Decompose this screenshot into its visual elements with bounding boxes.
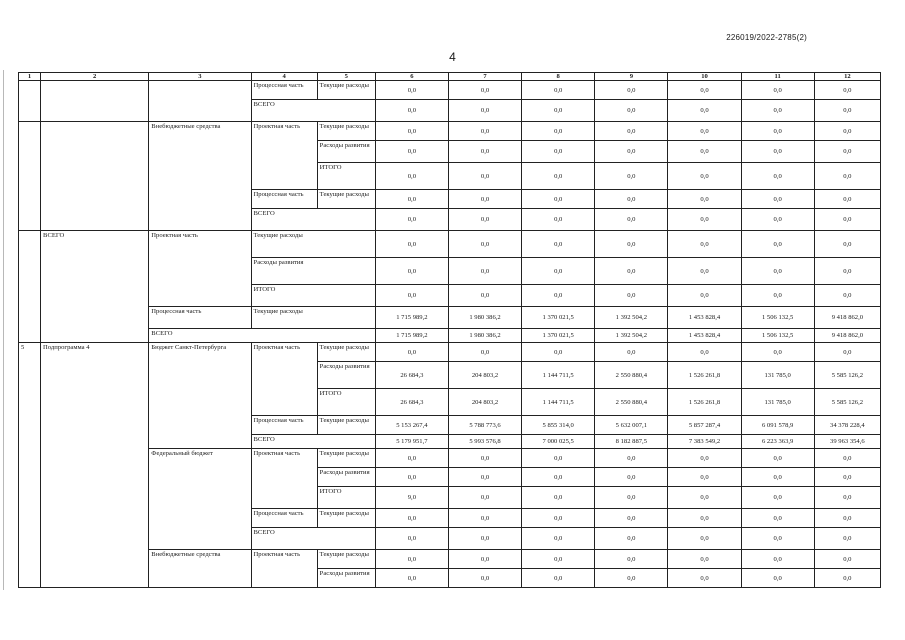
cell-value: 0,0 (814, 550, 880, 569)
cell-value: 0,0 (668, 449, 741, 468)
cell-value: 0,0 (595, 81, 668, 100)
cell-part: Процессная часть (251, 509, 317, 528)
cell-value: 1 370 021,5 (522, 329, 595, 343)
cell-value: 0,0 (595, 468, 668, 487)
cell-value: 2 550 880,4 (595, 389, 668, 416)
cell-value: 0,0 (375, 449, 448, 468)
cell-num (19, 122, 41, 231)
cell-value: 0,0 (375, 81, 448, 100)
cell-value: 0,0 (814, 285, 880, 307)
cell-type: Расходы развития (251, 258, 375, 285)
cell-value: 0,0 (595, 509, 668, 528)
cell-value: 0,0 (375, 163, 448, 190)
cell-type: ИТОГО (317, 163, 375, 190)
cell-value: 0,0 (668, 81, 741, 100)
left-margin-line (3, 70, 4, 590)
cell-value: 131 785,0 (741, 362, 814, 389)
page-number: 4 (449, 50, 456, 64)
cell-value: 6 223 363,9 (741, 435, 814, 449)
cell-part: Процессная часть (251, 81, 317, 100)
col-header: 12 (814, 73, 880, 81)
cell-value: 0,0 (522, 231, 595, 258)
cell-value: 0,0 (814, 569, 880, 588)
cell-value: 1 980 386,2 (448, 329, 521, 343)
cell-value: 0,0 (814, 487, 880, 509)
cell-value: 39 963 354,6 (814, 435, 880, 449)
cell-value: 1 392 504,2 (595, 329, 668, 343)
cell-value: 0,0 (448, 141, 521, 163)
cell-num (19, 81, 41, 122)
cell-value: 0,0 (448, 528, 521, 550)
cell-value: 0,0 (741, 81, 814, 100)
cell-value: 0,0 (448, 258, 521, 285)
cell-type: ИТОГО (317, 487, 375, 509)
cell-value: 6 091 578,9 (741, 416, 814, 435)
cell-type: Расходы развития (317, 569, 375, 588)
cell-value: 0,0 (448, 81, 521, 100)
cell-type: Текущие расходы (317, 122, 375, 141)
cell-value: 0,0 (595, 449, 668, 468)
cell-name: ВСЕГО (41, 231, 149, 343)
cell-part: Процессная часть (251, 190, 317, 209)
cell-value: 0,0 (741, 509, 814, 528)
cell-value: 0,0 (375, 550, 448, 569)
cell-value: 0,0 (522, 569, 595, 588)
cell-value: 5 585 126,2 (814, 389, 880, 416)
cell-part: Проектная часть (251, 122, 317, 190)
cell-value: 7 000 025,5 (522, 435, 595, 449)
cell-part: Проектная часть (251, 449, 317, 509)
cell-value: 7 383 549,2 (668, 435, 741, 449)
cell-type: Текущие расходы (251, 231, 375, 258)
cell-source: Внебюджетные средства (149, 550, 251, 588)
cell-value: 0,0 (595, 122, 668, 141)
cell-part: Процессная часть (149, 307, 251, 329)
cell-part: Проектная часть (149, 231, 251, 307)
cell-value: 0,0 (668, 343, 741, 362)
cell-value: 0,0 (375, 285, 448, 307)
cell-value: 0,0 (741, 258, 814, 285)
col-header: 8 (522, 73, 595, 81)
cell-value: 0,0 (741, 343, 814, 362)
cell-value: 0,0 (448, 163, 521, 190)
cell-type: Текущие расходы (317, 81, 375, 100)
cell-value: 0,0 (668, 100, 741, 122)
cell-value: 0,0 (375, 343, 448, 362)
cell-value: 0,0 (522, 190, 595, 209)
cell-type: ИТОГО (251, 285, 375, 307)
cell-value: 0,0 (668, 528, 741, 550)
cell-value: 0,0 (814, 343, 880, 362)
cell-value: 1 453 828,4 (668, 307, 741, 329)
cell-value: 0,0 (448, 190, 521, 209)
cell-value: 0,0 (448, 509, 521, 528)
cell-value: 0,0 (595, 550, 668, 569)
cell-value: 0,0 (595, 343, 668, 362)
cell-value: 5 632 007,1 (595, 416, 668, 435)
cell-name (41, 122, 149, 231)
cell-value: 0,0 (668, 209, 741, 231)
cell-value: 0,0 (375, 569, 448, 588)
cell-part: ВСЕГО (251, 100, 375, 122)
cell-value: 0,0 (668, 258, 741, 285)
cell-value: 0,0 (375, 509, 448, 528)
col-header: 11 (741, 73, 814, 81)
cell-value: 0,0 (668, 163, 741, 190)
cell-value: 5 857 287,4 (668, 416, 741, 435)
cell-value: 5 993 576,8 (448, 435, 521, 449)
cell-value: 0,0 (375, 100, 448, 122)
cell-type: Текущие расходы (317, 509, 375, 528)
cell-value: 0,0 (522, 509, 595, 528)
col-header: 2 (41, 73, 149, 81)
cell-value: 0,0 (522, 343, 595, 362)
cell-value: 0,0 (741, 190, 814, 209)
cell-value: 0,0 (375, 190, 448, 209)
cell-value: 1 715 989,2 (375, 329, 448, 343)
header-row (19, 73, 881, 81)
cell-value: 0,0 (522, 550, 595, 569)
col-header: 4 (251, 73, 317, 81)
cell-value: 0,0 (668, 231, 741, 258)
cell-value: 0,0 (522, 528, 595, 550)
cell-source (149, 81, 251, 122)
cell-value: 0,0 (522, 449, 595, 468)
col-header: 10 (668, 73, 741, 81)
cell-name: Подпрограмма 4 (41, 343, 149, 588)
cell-value: 0,0 (595, 209, 668, 231)
col-header: 1 (19, 73, 41, 81)
cell-value: 0,0 (595, 487, 668, 509)
document-id: 226019/2022-2785(2) (726, 33, 807, 42)
cell-value: 0,0 (522, 487, 595, 509)
cell-value: 1 715 989,2 (375, 307, 448, 329)
cell-value: 0,0 (814, 231, 880, 258)
cell-value: 0,0 (375, 468, 448, 487)
cell-type: Текущие расходы (317, 416, 375, 435)
cell-value: 0,0 (814, 509, 880, 528)
cell-value: 0,0 (448, 100, 521, 122)
cell-value: 1 144 711,5 (522, 389, 595, 416)
cell-value: 1 506 132,5 (741, 307, 814, 329)
cell-value: 0,0 (741, 122, 814, 141)
cell-source: Бюджет Санкт-Петербурга (149, 343, 251, 449)
cell-value: 0,0 (814, 449, 880, 468)
cell-value: 5 585 126,2 (814, 362, 880, 389)
cell-part: Проектная часть (251, 550, 317, 588)
table-row (19, 81, 881, 100)
cell-value: 0,0 (448, 343, 521, 362)
cell-value: 1 526 261,8 (668, 362, 741, 389)
cell-value: 1 370 021,5 (522, 307, 595, 329)
cell-value: 0,0 (814, 122, 880, 141)
cell-value: 0,0 (448, 487, 521, 509)
cell-value: 0,0 (375, 231, 448, 258)
cell-value: 0,0 (448, 285, 521, 307)
cell-value: 0,0 (595, 163, 668, 190)
cell-value: 1 506 132,5 (741, 329, 814, 343)
cell-value: 0,0 (595, 100, 668, 122)
cell-value: 0,0 (668, 468, 741, 487)
table-row (19, 122, 881, 141)
cell-type: Текущие расходы (317, 343, 375, 362)
cell-num (19, 231, 41, 343)
cell-value: 0,0 (814, 163, 880, 190)
cell-value: 0,0 (522, 122, 595, 141)
cell-value: 9,0 (375, 487, 448, 509)
cell-value: 0,0 (814, 100, 880, 122)
cell-type: ИТОГО (317, 389, 375, 416)
cell-value: 0,0 (522, 81, 595, 100)
cell-source: Внебюджетные средства (149, 122, 251, 231)
budget-table (18, 72, 881, 588)
table-row (19, 343, 881, 362)
cell-value: 0,0 (522, 258, 595, 285)
cell-part: ВСЕГО (251, 209, 375, 231)
cell-part: Процессная часть (251, 416, 317, 435)
cell-value: 0,0 (595, 190, 668, 209)
cell-value: 204 803,2 (448, 389, 521, 416)
cell-value: 0,0 (814, 81, 880, 100)
cell-value: 0,0 (448, 209, 521, 231)
cell-type: Текущие расходы (251, 307, 375, 329)
col-header: 3 (149, 73, 251, 81)
cell-value: 1 144 711,5 (522, 362, 595, 389)
cell-value: 0,0 (814, 258, 880, 285)
cell-name (41, 81, 149, 122)
cell-value: 0,0 (814, 528, 880, 550)
cell-part: Проектная часть (251, 343, 317, 416)
cell-value: 0,0 (522, 468, 595, 487)
cell-value: 0,0 (741, 487, 814, 509)
col-header: 7 (448, 73, 521, 81)
cell-type: Текущие расходы (317, 550, 375, 569)
cell-value: 8 182 887,5 (595, 435, 668, 449)
cell-source: Федеральный бюджет (149, 449, 251, 550)
cell-value: 0,0 (741, 569, 814, 588)
cell-value: 0,0 (741, 163, 814, 190)
cell-value: 0,0 (814, 141, 880, 163)
cell-value: 0,0 (595, 528, 668, 550)
cell-value: 0,0 (741, 550, 814, 569)
cell-value: 0,0 (741, 449, 814, 468)
cell-value: 0,0 (668, 190, 741, 209)
cell-value: 2 550 880,4 (595, 362, 668, 389)
cell-value: 26 684,3 (375, 389, 448, 416)
cell-value: 131 785,0 (741, 389, 814, 416)
cell-value: 0,0 (522, 100, 595, 122)
cell-value: 0,0 (668, 285, 741, 307)
cell-value: 5 855 314,0 (522, 416, 595, 435)
cell-num: 5 (19, 343, 41, 588)
cell-value: 5 179 951,7 (375, 435, 448, 449)
cell-value: 0,0 (448, 468, 521, 487)
cell-value: 0,0 (522, 163, 595, 190)
cell-value: 0,0 (741, 141, 814, 163)
cell-value: 0,0 (814, 468, 880, 487)
cell-value: 0,0 (595, 569, 668, 588)
cell-value: 1 980 386,2 (448, 307, 521, 329)
table-row (19, 231, 881, 258)
cell-value: 0,0 (375, 141, 448, 163)
cell-value: 0,0 (595, 258, 668, 285)
cell-value: 1 453 828,4 (668, 329, 741, 343)
cell-value: 0,0 (375, 209, 448, 231)
cell-value: 0,0 (741, 231, 814, 258)
cell-value: 0,0 (668, 122, 741, 141)
cell-value: 26 684,3 (375, 362, 448, 389)
cell-value: 5 153 267,4 (375, 416, 448, 435)
cell-value: 0,0 (595, 285, 668, 307)
cell-value: 5 788 773,6 (448, 416, 521, 435)
cell-value: 0,0 (595, 141, 668, 163)
cell-type: Расходы развития (317, 362, 375, 389)
cell-part: ВСЕГО (251, 435, 375, 449)
cell-value: 0,0 (375, 528, 448, 550)
cell-value: 204 803,2 (448, 362, 521, 389)
cell-value: 0,0 (668, 569, 741, 588)
cell-value: 9 418 862,0 (814, 329, 880, 343)
cell-value: 0,0 (741, 285, 814, 307)
col-header: 5 (317, 73, 375, 81)
cell-value: 0,0 (595, 231, 668, 258)
cell-value: 0,0 (448, 569, 521, 588)
cell-value: 0,0 (448, 231, 521, 258)
cell-value: 0,0 (814, 190, 880, 209)
cell-type: Расходы развития (317, 141, 375, 163)
cell-value: 0,0 (522, 141, 595, 163)
cell-value: 0,0 (375, 122, 448, 141)
cell-value: 0,0 (668, 509, 741, 528)
col-header: 6 (375, 73, 448, 81)
cell-value: 0,0 (448, 122, 521, 141)
cell-value: 0,0 (741, 209, 814, 231)
cell-value: 0,0 (668, 550, 741, 569)
cell-value: 0,0 (741, 468, 814, 487)
cell-value: 1 392 504,2 (595, 307, 668, 329)
cell-value: 0,0 (741, 100, 814, 122)
cell-type: Расходы развития (317, 468, 375, 487)
cell-value: 0,0 (375, 258, 448, 285)
cell-type: Текущие расходы (317, 190, 375, 209)
cell-value: 0,0 (814, 209, 880, 231)
cell-part: ВСЕГО (149, 329, 376, 343)
cell-value: 0,0 (448, 449, 521, 468)
cell-value: 0,0 (668, 141, 741, 163)
cell-value: 9 418 862,0 (814, 307, 880, 329)
cell-value: 0,0 (741, 528, 814, 550)
cell-part: ВСЕГО (251, 528, 375, 550)
col-header: 9 (595, 73, 668, 81)
cell-value: 0,0 (448, 550, 521, 569)
cell-value: 0,0 (522, 285, 595, 307)
cell-type: Текущие расходы (317, 449, 375, 468)
cell-value: 0,0 (668, 487, 741, 509)
cell-value: 1 526 261,8 (668, 389, 741, 416)
cell-value: 34 378 228,4 (814, 416, 880, 435)
cell-value: 0,0 (522, 209, 595, 231)
